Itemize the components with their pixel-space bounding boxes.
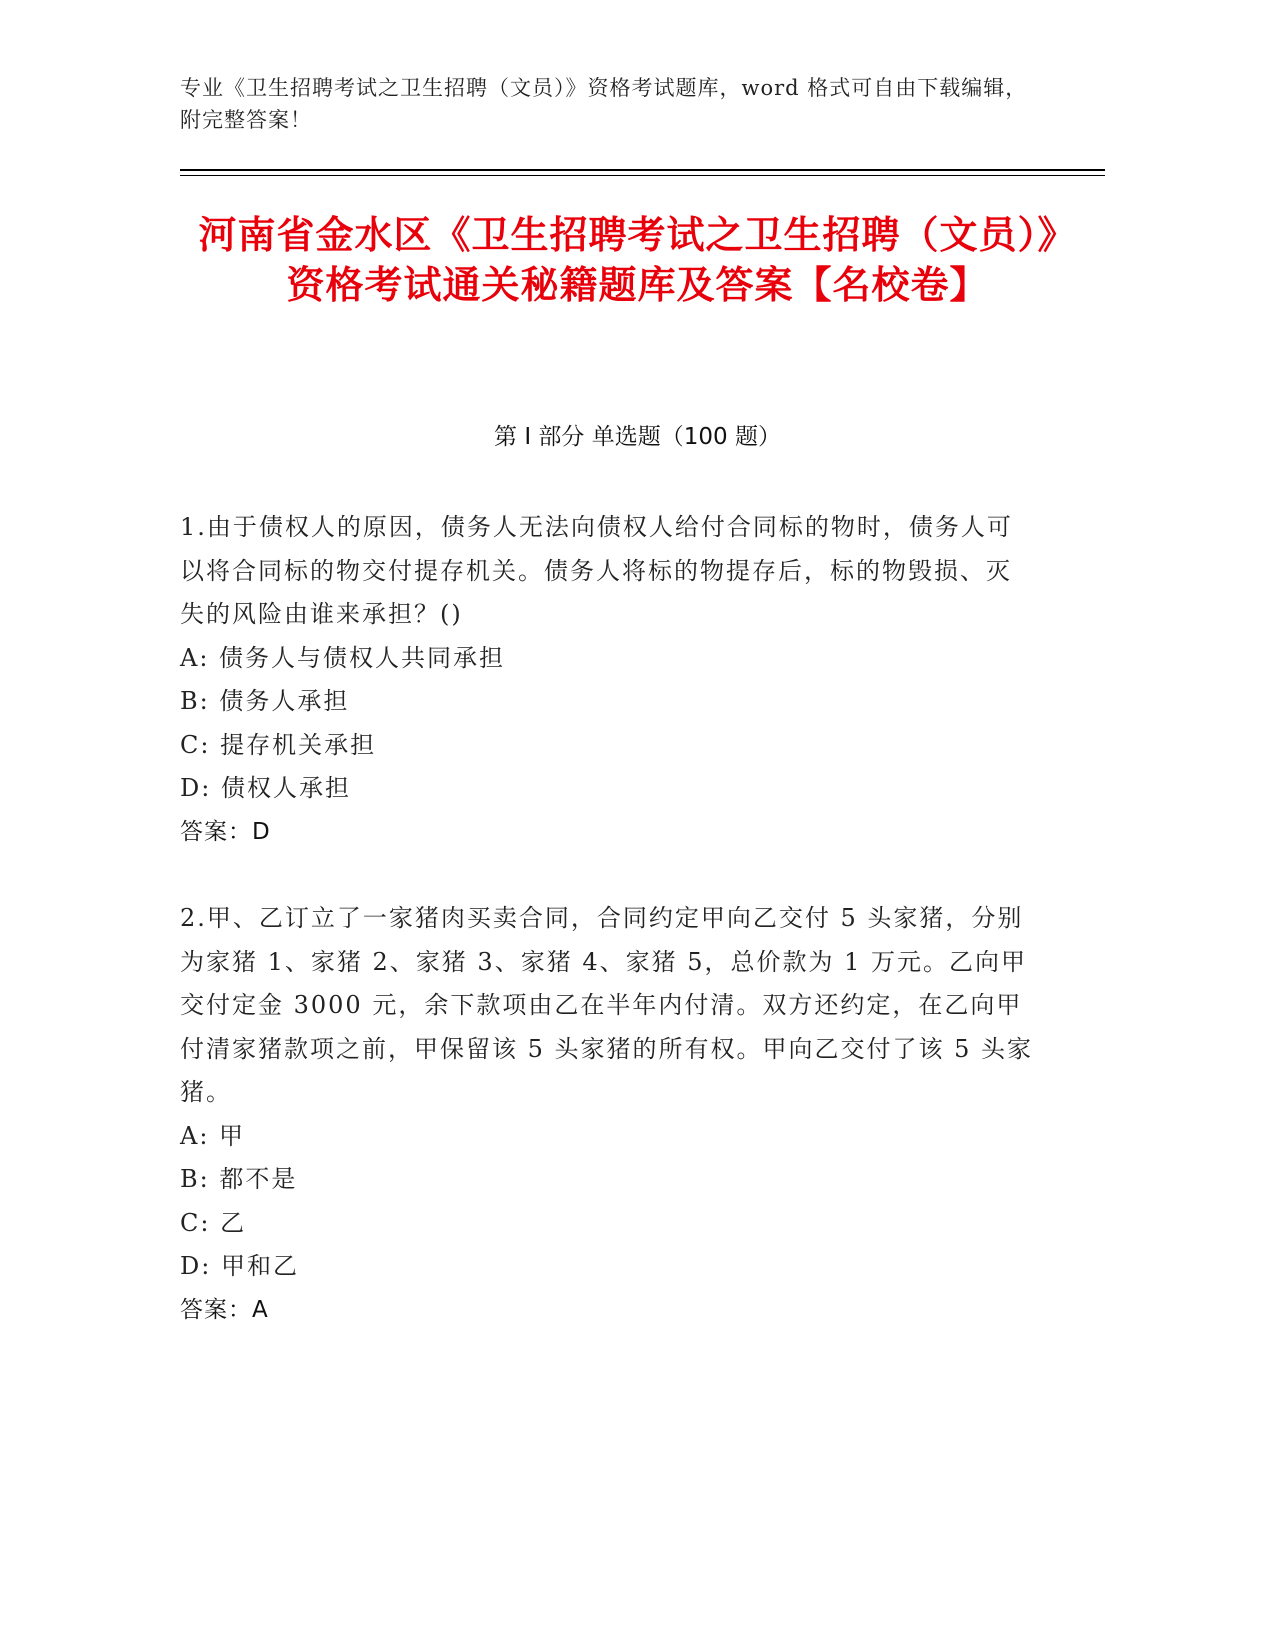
header-note: 专业《卫生招聘考试之卫生招聘（文员）》资格考试题库，word 格式可自由下载编辑，附完整答案！ <box>180 76 1028 132</box>
option-d: D: 甲和乙 <box>180 1252 299 1280</box>
option-c: C: 提存机关承担 <box>180 730 377 759</box>
question-text: 1.由于债权人的原因，债务人无法向债权人给付合同标的物时，债务人可以将合同标的物交付提存机关。债务人将标的物提存后，标的物毁损、灭失的风险由谁来承担？() <box>180 513 1013 628</box>
option-b: B: 债务人承担 <box>180 687 350 715</box>
header-divider-thick <box>180 169 1105 171</box>
option-a: A: 债务人与债权人共同承担 <box>180 643 506 672</box>
option-d: D: 债权人承担 <box>180 774 351 802</box>
answer: 答案：A <box>180 1296 269 1323</box>
question-2 <box>180 897 1035 1332</box>
answer: 答案：D <box>180 818 271 845</box>
document-title: 河南省金水区《卫生招聘考试之卫生招聘（文员）》资格考试通关秘籍题库及答案【名校卷】 <box>198 213 1077 307</box>
section-title: 第 I 部分 单选题（100 题） <box>494 424 781 450</box>
question-text: 2.甲、乙订立了一家猪肉买卖合同，合同约定甲向乙交付 5 头家猪，分别为家猪 1、家猪 2、家猪 3、家猪 4、家猪 5，总价款为 1 万元。乙向甲交付定金 3000 元，余下款项由乙在半年内付清。双方还约定，在乙向甲付清家猪款项之前，甲保留该 5 头家猪的所有权。甲向乙交付了该 5 头家猪。 <box>180 904 1034 1106</box>
header-divider-thin <box>180 175 1105 176</box>
option-a: A: 甲 <box>180 1121 246 1150</box>
question-1 <box>180 506 1035 854</box>
option-b: B: 都不是 <box>180 1165 298 1193</box>
option-c: C: 乙 <box>180 1208 247 1237</box>
